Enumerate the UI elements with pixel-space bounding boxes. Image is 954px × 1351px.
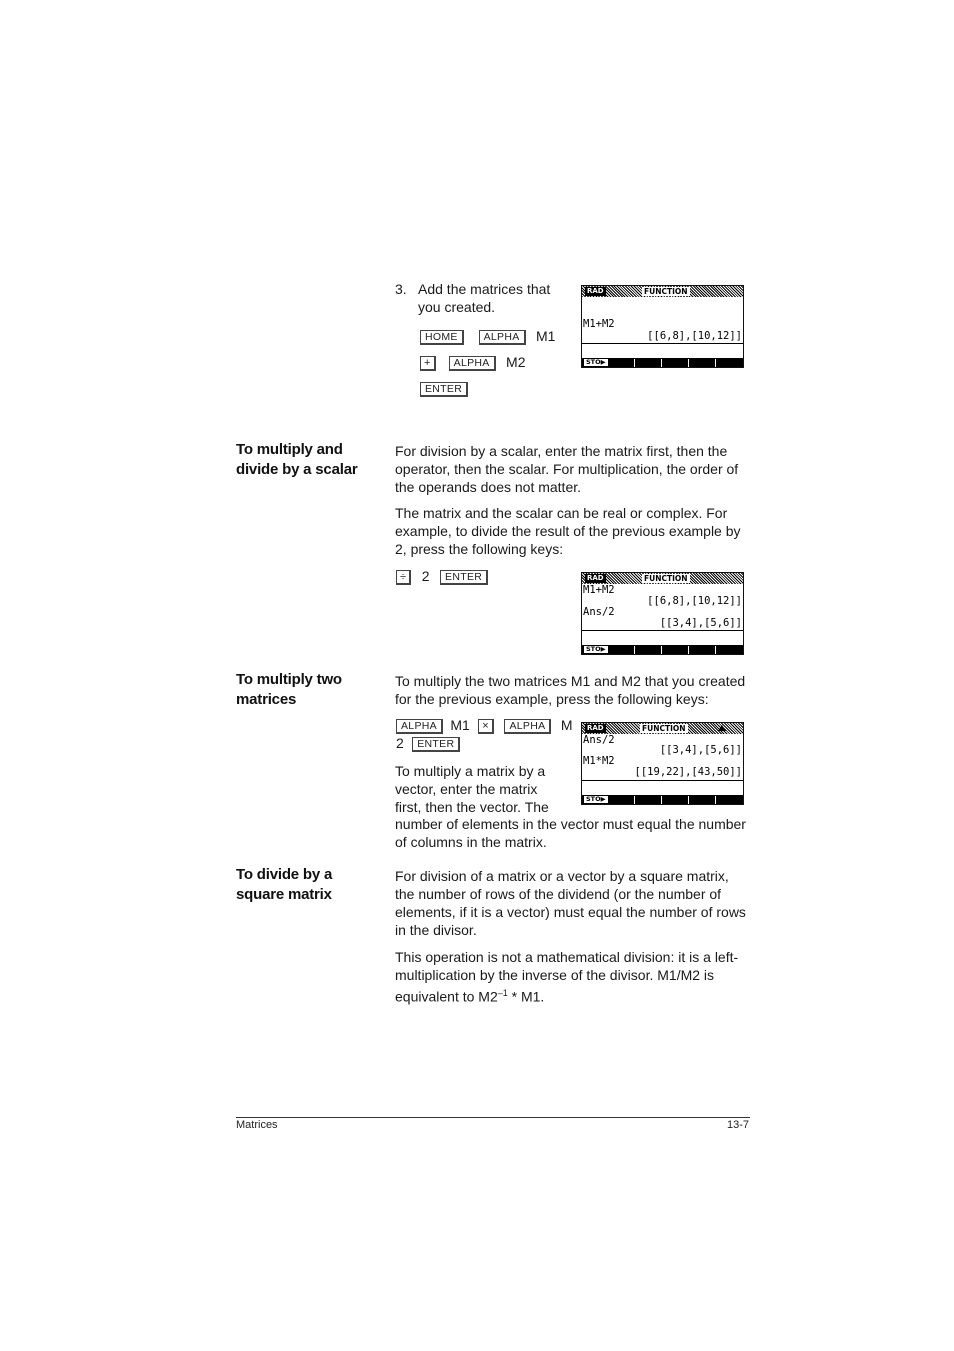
heading-line: To divide by a	[236, 866, 333, 883]
paragraph	[395, 442, 755, 496]
calculator-screen	[581, 572, 744, 655]
paragraph-line: This operation is not a mathematical division: it is a left-	[395, 949, 739, 965]
paragraph	[395, 948, 755, 1006]
screen-line: [[19,22],[43,50]]	[634, 766, 742, 778]
paragraph-line: For division by a scalar, enter the matrix first, then the	[395, 443, 728, 459]
paragraph-line: vector, enter the matrix	[395, 781, 538, 797]
divide-key: ÷	[396, 570, 411, 585]
paragraph-line	[395, 984, 755, 1006]
heading-line: To multiply two	[236, 671, 342, 688]
alpha-key: ALPHA	[449, 356, 496, 371]
enter-key: ENTER	[440, 570, 488, 585]
section-heading	[236, 440, 357, 480]
paragraph	[395, 867, 755, 939]
calculator-screen	[581, 285, 744, 368]
paragraph	[395, 672, 755, 708]
paragraph-line: elements, if it is a vector) must equal the number of rows	[395, 904, 746, 920]
screen-line: M1*M2	[583, 755, 615, 767]
heading-line: matrices	[236, 691, 297, 708]
heading-line: divide by a scalar	[236, 461, 358, 478]
paragraph-line: multiplication by the inverse of the divisor. M1/M2 is	[395, 967, 715, 983]
screen-line: [[3,4],[5,6]]	[659, 617, 742, 629]
paragraph-line: 2, press the following keys:	[395, 541, 564, 557]
screen-line: M1+M2	[583, 318, 615, 330]
screen-line: [[3,4],[5,6]]	[659, 744, 742, 756]
enter-key: ENTER	[420, 382, 468, 397]
step-text-line: you created.	[418, 299, 496, 315]
screen-divider	[582, 343, 743, 344]
screen-line: [[6,8],[10,12]]	[647, 330, 742, 342]
variable-name: M1	[450, 717, 470, 733]
plus-key: +	[420, 356, 436, 371]
app-mode-label: FUNCTION	[644, 574, 688, 583]
softkey-sto: STO▶	[586, 795, 606, 803]
key-sequence-row	[396, 735, 460, 753]
angle-mode-badge: RAD	[587, 287, 604, 295]
variable-name: M2	[506, 354, 526, 370]
multiply-key: ×	[478, 719, 494, 734]
step-text-line: Add the matrices that	[418, 281, 551, 297]
paragraph	[395, 815, 755, 851]
footer-page-number: 13-7	[726, 1119, 749, 1131]
heading-line: To multiply and	[236, 441, 343, 458]
softkey-menu	[582, 358, 743, 367]
variable-name: M1	[536, 328, 556, 344]
angle-mode-badge: RAD	[587, 574, 604, 582]
text-run: * M1.	[507, 988, 545, 1005]
paragraph-line: in the divisor.	[395, 922, 477, 938]
key-sequence-row	[396, 717, 573, 735]
paragraph-line: number of elements in the vector must equal the number	[395, 816, 746, 832]
footer-rule	[236, 1117, 750, 1118]
angle-mode-badge: RAD	[587, 724, 604, 732]
screen-divider	[582, 630, 743, 631]
calculator-screen	[581, 722, 744, 805]
variable-name: M	[560, 717, 573, 733]
softkey-sto: STO▶	[586, 358, 606, 366]
paragraph-line: of columns in the matrix.	[395, 834, 547, 850]
softkey-menu	[582, 645, 743, 654]
paragraph-line: first, then the vector. The	[395, 799, 549, 815]
paragraph-line: To multiply the two matrices M1 and M2 that you created	[395, 673, 746, 689]
scroll-up-icon	[718, 725, 726, 731]
heading-line: square matrix	[236, 886, 332, 903]
paragraph	[395, 762, 570, 816]
paragraph-line: operator, then the scalar. For multiplication, the order of	[395, 461, 739, 477]
alpha-key: ALPHA	[479, 330, 526, 345]
softkey-sto: STO▶	[586, 645, 606, 653]
screen-line: [[6,8],[10,12]]	[647, 595, 742, 607]
key-sequence-row	[396, 568, 488, 586]
alpha-key: ALPHA	[396, 719, 443, 734]
scalar-value: 2	[421, 568, 430, 584]
text-run: equivalent to M2	[395, 988, 498, 1005]
paragraph-line: for the previous example, press the following keys:	[395, 691, 709, 707]
paragraph-line: example, to divide the result of the previous example by	[395, 523, 741, 539]
key-sequence-row	[420, 354, 525, 372]
screen-line: M1+M2	[583, 584, 615, 596]
alpha-key: ALPHA	[504, 719, 551, 734]
paragraph-line: the operands does not matter.	[395, 479, 582, 495]
footer-chapter: Matrices	[236, 1119, 278, 1131]
screen-divider	[582, 780, 743, 781]
variable-name: 2	[396, 735, 404, 751]
home-key: HOME	[420, 330, 464, 345]
section-heading	[236, 865, 332, 905]
softkey-menu	[582, 795, 743, 804]
app-mode-label: FUNCTION	[642, 724, 686, 733]
enter-key: ENTER	[412, 737, 460, 752]
screen-line: Ans/2	[583, 734, 615, 746]
paragraph-line: the number of rows of the dividend (or the number of	[395, 886, 722, 902]
paragraph	[395, 504, 755, 558]
paragraph-line: The matrix and the scalar can be real or complex. For	[395, 505, 728, 521]
key-sequence-row	[420, 380, 468, 398]
paragraph-line: To multiply a matrix by a	[395, 763, 546, 779]
section-heading	[236, 670, 342, 710]
screen-line: Ans/2	[583, 606, 615, 618]
app-mode-label: FUNCTION	[644, 287, 688, 296]
step-number: 3.	[395, 281, 407, 297]
paragraph-line: For division of a matrix or a vector by a square matrix,	[395, 868, 729, 884]
step-text	[418, 280, 550, 316]
superscript: –1	[497, 988, 508, 998]
key-sequence-row	[420, 328, 555, 346]
